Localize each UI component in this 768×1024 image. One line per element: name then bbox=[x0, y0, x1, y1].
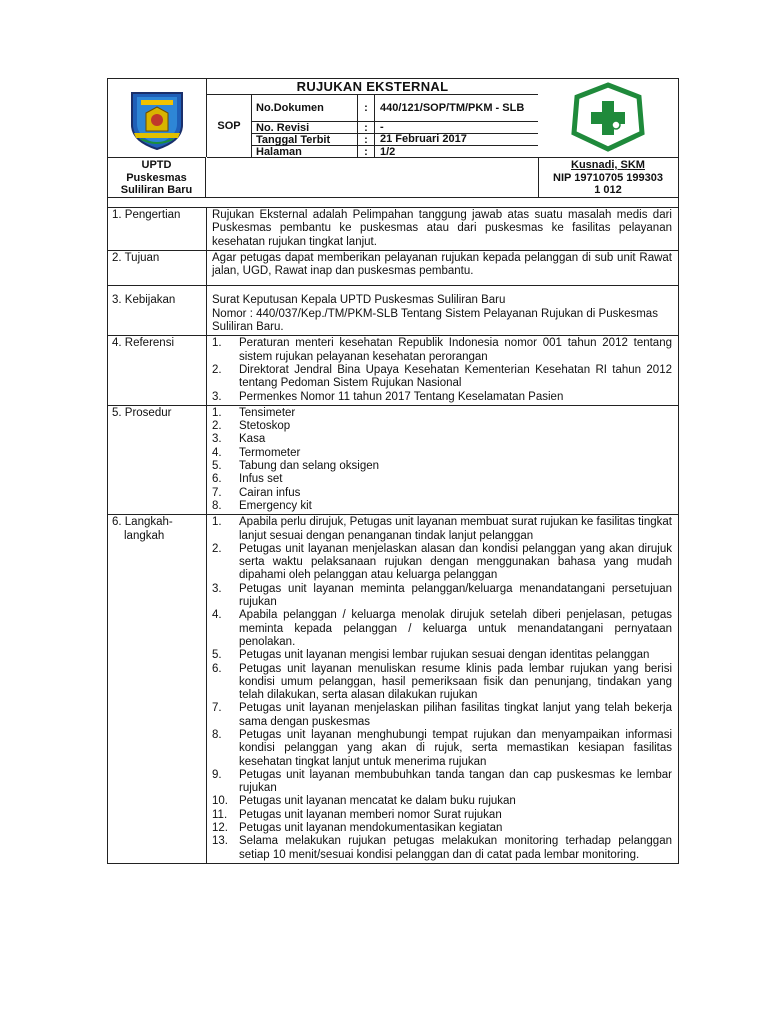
list-item-text: Cairan infus bbox=[239, 486, 301, 499]
document-title: RUJUKAN EKSTERNAL bbox=[207, 79, 538, 95]
section-content bbox=[207, 406, 678, 514]
list-item bbox=[212, 487, 672, 500]
list-item-text: Termometer bbox=[239, 446, 301, 459]
list-item-number: 7. bbox=[212, 702, 222, 715]
list-item-number: 6. bbox=[212, 473, 222, 486]
sop-header bbox=[107, 78, 679, 198]
referensi-list bbox=[212, 337, 672, 403]
section-label-text: 3. Kebijakan bbox=[112, 294, 176, 307]
list-item bbox=[212, 729, 672, 769]
list-item-number: 11. bbox=[212, 808, 228, 821]
list-item bbox=[212, 795, 672, 808]
list-item-text: Kasa bbox=[239, 433, 266, 446]
list-item-number: 4. bbox=[212, 446, 222, 459]
meta-value: 1/2 bbox=[380, 145, 396, 158]
section-pengertian bbox=[107, 208, 679, 251]
list-item-text: Direktorat Jendral Bina Upaya Kesehatan Kementerian Kesehatan RI tahun 2012 tentang Pedoman Sistem Rujukan Nasional bbox=[239, 363, 672, 390]
list-item-number: 1. bbox=[212, 337, 222, 350]
list-item-text: Petugas unit layanan menghubungi tempat rujukan dan menyampaikan informasi kondisi pelanggan yang akan di rujuk, serta memastikan kesiapan fasilitas kesehatan tingkat lanjut untuk menerima rujukan bbox=[239, 728, 672, 768]
list-item-text: Apabila pelanggan / keluarga menolak dirujuk setelah diberi penjelasan, petugas meminta kepada pelanggan / keluarga untuk menandatangani pernyataan penolakan. bbox=[239, 609, 672, 648]
list-item bbox=[212, 420, 672, 433]
list-item-number: 4. bbox=[212, 609, 222, 622]
institution-line-2: Puskesmas bbox=[126, 171, 187, 184]
list-item-text: Petugas unit layanan memberi nomor Surat rujukan bbox=[239, 808, 502, 821]
list-item-number: 8. bbox=[212, 499, 222, 512]
list-item bbox=[212, 337, 672, 364]
section-content bbox=[207, 251, 678, 286]
meta-value: - bbox=[380, 121, 384, 133]
header-spacer-row bbox=[107, 198, 679, 208]
list-item-text: Stetoskop bbox=[239, 420, 291, 433]
list-item-number: 10. bbox=[212, 795, 228, 808]
institution-line-3: Suliliran Baru bbox=[120, 184, 193, 196]
list-item bbox=[212, 364, 672, 391]
list-item-text: Petugas unit layanan membubuhkan tanda tangan dan cap puskesmas ke lembar rujukan bbox=[239, 768, 672, 795]
list-item-text: Petugas unit layanan mendokumentasikan kegiatan bbox=[239, 822, 503, 835]
list-item bbox=[212, 473, 672, 486]
list-item bbox=[212, 500, 672, 513]
list-item-text: Emergency kit bbox=[239, 499, 312, 512]
list-item bbox=[212, 447, 672, 460]
section-label-line-2: langkah bbox=[124, 529, 165, 542]
section-text: Agar petugas dapat memberikan pelayanan rujukan kepada pelanggan di sub unit Rawat jalan, UGD, Rawat inap dan puskesmas pembantu. bbox=[212, 251, 672, 278]
section-content bbox=[207, 286, 678, 335]
list-item-number: 5. bbox=[212, 649, 222, 662]
puskesmas-green-cross-icon bbox=[538, 79, 678, 157]
list-item bbox=[212, 822, 672, 835]
list-item-number: 1. bbox=[212, 516, 222, 529]
langkah-list bbox=[212, 516, 672, 862]
list-item bbox=[212, 835, 672, 862]
prosedur-list bbox=[212, 407, 672, 513]
list-item-text: Petugas unit layanan menuliskan resume klinis pada lembar rujukan yang berisi kondisi umum pelanggan, hasil pemeriksaan fisik dan penunjang, tindakan yang telah dilakukan, serta alasan dilakukan rujukan bbox=[239, 662, 672, 702]
list-item-text: Tensimeter bbox=[239, 406, 296, 419]
meta-value: 21 Februari 2017 bbox=[380, 133, 467, 145]
list-item-text: Petugas unit layanan mencatat ke dalam buku rujukan bbox=[239, 795, 516, 808]
signer-nip-line-1: NIP 19710705 199303 bbox=[553, 171, 663, 184]
sop-document bbox=[107, 78, 679, 864]
list-item-text: Peraturan menteri kesehatan Republik Indonesia nomor 001 tahun 2012 tentang sistem rujukan pelayanan kesehatan perorangan bbox=[239, 337, 672, 363]
meta-value: 440/121/SOP/TM/PKM - SLB bbox=[380, 101, 525, 114]
list-item bbox=[212, 543, 672, 583]
list-item bbox=[212, 809, 672, 822]
institution-cell bbox=[108, 157, 206, 197]
section-referensi bbox=[107, 336, 679, 405]
meta-colon: : bbox=[358, 95, 375, 121]
meta-key: Tanggal Terbit bbox=[252, 134, 358, 145]
meta-key: No.Dokumen bbox=[252, 95, 358, 121]
regional-emblem-icon bbox=[108, 79, 206, 157]
list-item-number: 3. bbox=[212, 433, 222, 446]
section-prosedur bbox=[107, 406, 679, 515]
list-item bbox=[212, 649, 672, 662]
list-item bbox=[212, 609, 672, 649]
meta-row-tanggal bbox=[252, 134, 538, 146]
section-label: 2. Tujuan bbox=[108, 251, 207, 286]
section-content bbox=[207, 515, 678, 863]
list-item-text: Petugas unit layanan menjelaskan alasan dan kondisi pelanggan yang akan dirujuk serta waktu pelaksanaan rujukan dengan menggunakan bahasa yang mudah dipahami oleh pelanggan atau keluarga pelanggan bbox=[239, 542, 672, 582]
sop-label: SOP bbox=[207, 95, 252, 157]
list-item bbox=[212, 516, 672, 543]
list-item bbox=[212, 433, 672, 446]
left-logo-cell bbox=[108, 79, 207, 157]
list-item bbox=[212, 407, 672, 420]
signer-nip-line-2: 1 012 bbox=[594, 184, 622, 196]
list-item-text: Tabung dan selang oksigen bbox=[239, 460, 380, 473]
list-item-number: 3. bbox=[212, 582, 222, 595]
header-blank-cell bbox=[207, 157, 539, 198]
list-item bbox=[212, 583, 672, 610]
list-item-number: 2. bbox=[212, 542, 222, 555]
list-item-number: 1. bbox=[212, 406, 222, 419]
list-item-number: 12. bbox=[212, 822, 228, 835]
institution-line-1: UPTD bbox=[141, 159, 172, 171]
list-item-text: Petugas unit layanan menjelaskan pilihan fasilitas tingkat lanjut yang telah bekerja sama dengan puskesmas bbox=[239, 702, 672, 728]
section-label: 5. Prosedur bbox=[108, 406, 207, 514]
meta-colon: : bbox=[358, 146, 375, 158]
section-text: Rujukan Eksternal adalah Pelimpahan tanggung jawab atas suatu masalah medis dari Puskesmas pembantu ke puskesmas atau dari puskesmas ke fasilitas pelayanan kesehatan rujukan tingkat lanjut. bbox=[212, 209, 672, 248]
list-item-text: Petugas unit layanan meminta pelanggan/keluarga menandatangani persetujuan rujukan bbox=[239, 582, 672, 609]
section-tujuan bbox=[107, 251, 679, 287]
section-content bbox=[207, 336, 678, 404]
list-item-number: 2. bbox=[212, 363, 222, 376]
list-item bbox=[212, 460, 672, 473]
meta-colon: : bbox=[358, 122, 375, 133]
meta-key: No. Revisi bbox=[252, 122, 358, 133]
section-kebijakan bbox=[107, 286, 679, 336]
list-item-number: 5. bbox=[212, 460, 222, 473]
list-item-number: 6. bbox=[212, 662, 222, 675]
list-item bbox=[212, 702, 672, 729]
section-gap bbox=[212, 278, 672, 284]
meta-colon: : bbox=[358, 134, 375, 145]
list-item-number: 8. bbox=[212, 728, 222, 741]
list-item-number: 7. bbox=[212, 486, 222, 499]
meta-row-dokumen bbox=[252, 95, 538, 122]
list-item-text: Infus set bbox=[239, 473, 283, 486]
list-item-number: 13. bbox=[212, 835, 228, 848]
signer-name: Kusnadi, SKM bbox=[571, 159, 645, 171]
document-meta bbox=[252, 95, 538, 158]
section-label: 1. Pengertian bbox=[108, 208, 207, 250]
kebijakan-line-1: Surat Keputusan Kepala UPTD Puskesmas Suliliran Baru bbox=[212, 294, 506, 307]
list-item-number: 9. bbox=[212, 768, 222, 781]
signature-cell bbox=[538, 157, 678, 197]
list-item-text: Permenkes Nomor 11 tahun 2017 Tentang Keselamatan Pasien bbox=[239, 390, 564, 403]
right-logo-cell bbox=[538, 79, 678, 157]
section-label: 4. Referensi bbox=[108, 336, 207, 404]
list-item-text: Petugas unit layanan mengisi lembar rujukan sesuai dengan identitas pelanggan bbox=[239, 649, 650, 662]
kebijakan-line-2: Nomor : 440/037/Kep./TM/PKM-SLB Tentang Sistem Pelayanan Rujukan di Puskesmas Suliliran Baru. bbox=[212, 307, 658, 334]
list-item-number: 2. bbox=[212, 420, 222, 433]
section-label bbox=[108, 286, 207, 335]
list-item-text: Selama melakukan rujukan petugas melakukan monitoring terhadap pelanggan setiap 10 menit/sesuai kondisi pelanggan dan di catat pada lembar monitoring. bbox=[239, 835, 672, 861]
list-item bbox=[212, 663, 672, 703]
list-item bbox=[212, 391, 672, 404]
list-item-number: 3. bbox=[212, 390, 222, 403]
section-label-line-1: 6. Langkah- bbox=[112, 516, 173, 529]
list-item bbox=[212, 769, 672, 796]
section-label bbox=[108, 515, 207, 863]
section-langkah bbox=[107, 515, 679, 864]
meta-key: Halaman bbox=[252, 146, 358, 158]
list-item-text: Apabila perlu dirujuk, Petugas unit layanan membuat surat rujukan ke fasilitas tingkat lanjut sesuai dengan penanganan tindak lanjut pelanggan bbox=[239, 516, 672, 542]
